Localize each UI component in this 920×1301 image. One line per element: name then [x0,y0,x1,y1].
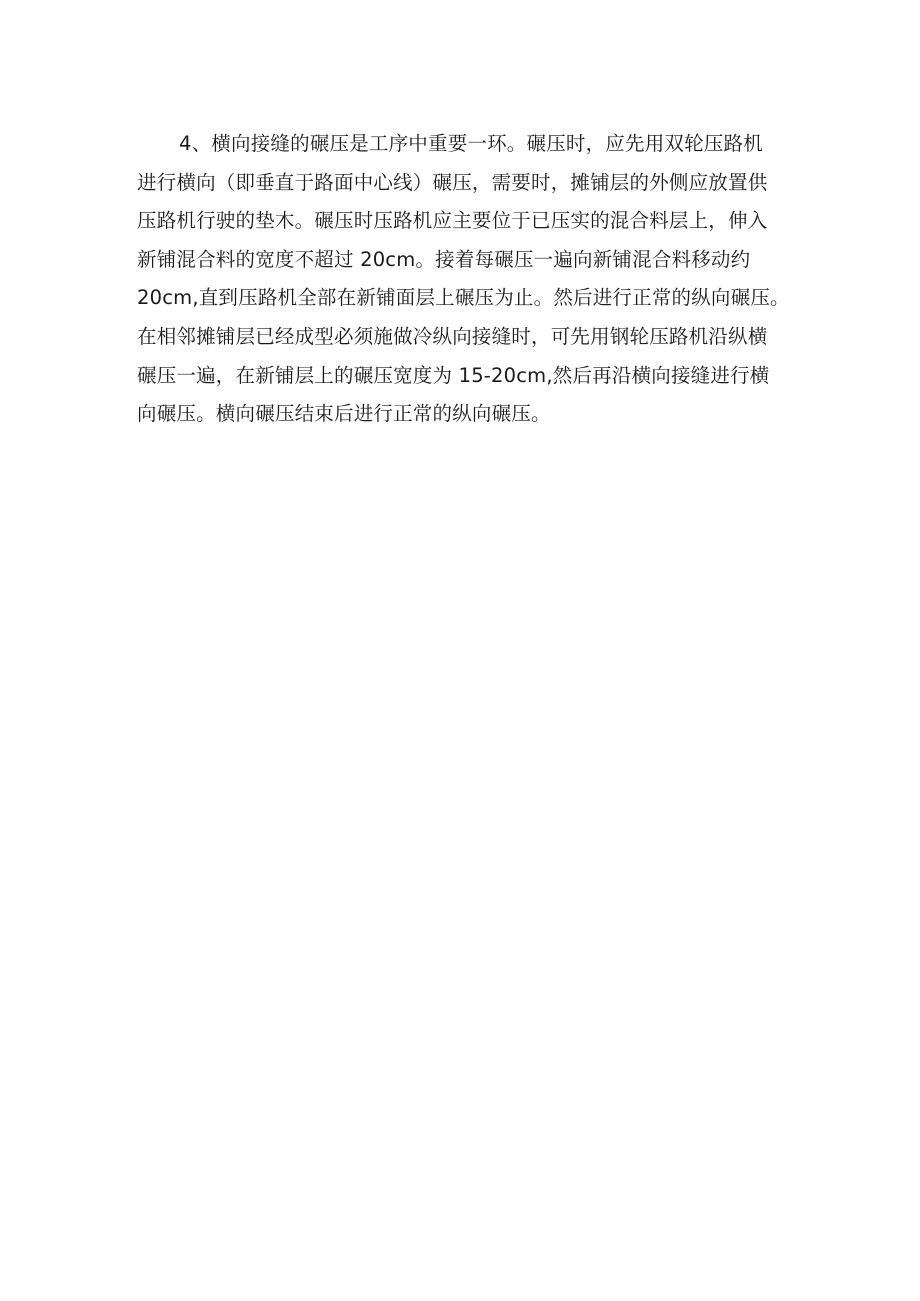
paragraph-line: 向碾压。横向碾压结束后进行正常的纵向碾压。 [137,402,551,426]
paragraph-line: 进行横向（即垂直于路面中心线）碾压，需要时，摊铺层的外侧应放置供 [137,170,768,194]
paragraph-line: 新铺混合料的宽度不超过 20cm。接着每碾压一遍向新铺混合料移动约 [137,247,751,271]
paragraph-transverse-joint-rolling [137,125,807,434]
paragraph-line: 20cm,直到压路机全部在新铺面层上碾压为止。然后进行正常的纵向碾压。 [137,286,790,310]
paragraph-line: 碾压一遍，在新铺层上的碾压宽度为 15-20cm,然后再沿横向接缝进行横 [137,363,770,387]
paragraph-line: 在相邻摊铺层已经成型必须施做冷纵向接缝时，可先用钢轮压路机沿纵横 [137,324,768,348]
paragraph-line: 4、横向接缝的碾压是工序中重要一环。碾压时，应先用双轮压路机 [179,132,763,155]
paragraph-line: 压路机行驶的垫木。碾压时压路机应主要位于已压实的混合料层上，伸入 [137,209,768,233]
